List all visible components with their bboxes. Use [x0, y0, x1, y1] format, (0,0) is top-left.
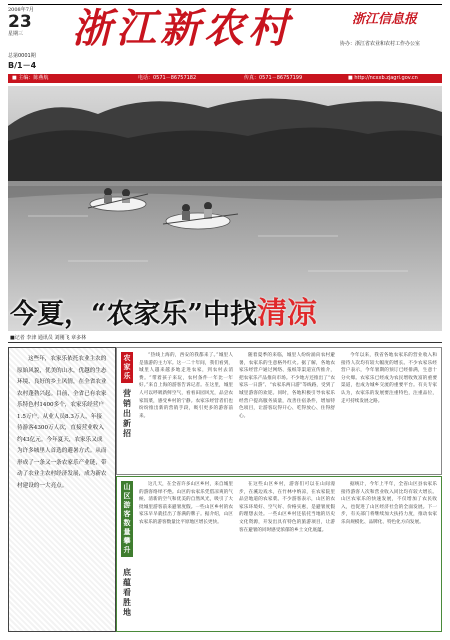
headline — [10, 288, 317, 332]
lead-paragraph-box — [8, 347, 116, 632]
section-tag: 农家乐 — [121, 352, 133, 383]
date-year-month: 2008年7月 — [8, 7, 34, 13]
editor-label: ■ 主编：陈燕航 — [12, 75, 49, 81]
article-column: 在这些山区乡村，游客们可以在山间漫步，在溪边戏水，在竹林中纳凉，在农家院里品尝地道的农家菜。不少游客表示，山区的农家乐环境好、空气好、价格实惠，是避暑度假的理想去处。一些山区乡村还依托当地的历史文化资源，开发出具有特色的旅游项目，让游客在避暑的同时感受浓郁的乡土文化底蕴。 — [239, 482, 335, 533]
byline-rule — [8, 342, 442, 343]
fax-number: 传真：0571－86757199 — [244, 75, 303, 81]
headline-prefix: 今夏，“农家乐”中找 — [10, 299, 258, 330]
date-weekday: 星期三 — [8, 31, 24, 37]
issue-number: 总第0001期 — [8, 53, 36, 59]
byline: ■记者 李津 通讯员 刘刚飞 章多林 — [10, 335, 87, 341]
article-column: 今年以来，我省各地农家乐的营业收入和接待人次均有较大幅度的增长。不少农家乐经营户表示，今年暑期的预订已经排满，生意十分火爆。农家乐已经成为农民增收致富的重要渠道，也成为城乡交流的重要平台。有关专家认为，农家乐的发展要注重特色，注重品位，走可持续发展之路。 — [341, 353, 437, 404]
article-column: 随着夏季的来临，城里人纷纷涌向农村避暑，农家乐的生意格外红火。据了解，各地农家乐经营户通过网络、报纸等渠道宣传推介，把农家乐产品推向市场。不少地方还推出了“农家乐一日游”、“农家乐两日游”等线路，受到了城里游客的欢迎。同时，各地积极引导农家乐经营户提高服务质量，改善住宿条件，增加特色项目，让游客玩得开心、吃得放心、住得舒心。 — [239, 353, 335, 419]
phone-number: 电话：0571－86757182 — [138, 75, 197, 81]
publisher-logo: 浙江信息报 — [352, 12, 418, 27]
section-tag: 山区游客数量攀升 — [121, 481, 133, 557]
article-column: 这几天，在全省许多山区乡村，来自城里的游客络绎不绝。山区的农家乐凭借凉爽的气候、清新的空气和优美的自然风光，吸引了大批城里游客前来避暑度假。一些山区乡村的农家乐早早就挂出了客满的牌子。据介绍，山区农家乐的游客数量比平原地区增长更快。 — [139, 482, 233, 525]
section-subhead: 底蕴看胜地 — [123, 567, 131, 617]
article-column: “热线上海的，西安的我都来了。”城里人是旅游的主力军。这一二十年间，我们看到，城里人越来越多地走进农家，到农村去消费。“带着孩子来玩，农村条件一年比一年好。”来自上海的游客告诉记者。在这里，城里人可以呼吸新鲜空气，看看田园风光，品尝农家饭菜，感受乡村的宁静。农家乐经营者们也纷纷推出新的营销手段，吸引更多的游客前来。 — [139, 353, 233, 419]
section-marketing — [116, 347, 442, 475]
section-mountain — [116, 476, 442, 632]
co-organizer: 协办：浙江省农业和农村工作办公室 — [340, 41, 421, 47]
section-subhead: 营销出新招 — [123, 388, 131, 438]
date-box — [8, 7, 36, 37]
newspaper-title: 浙江新农村 — [72, 5, 292, 52]
website-link[interactable]: ■ http://ncxxb.zjagri.gov.cn — [348, 75, 418, 81]
lead-paragraph: 这些年，农家乐依托农业主农的原始风貌，优美的山水，优越的生态环境、良好的乡土风情，在全省农业农村蓬勃兴起。目前，全省已有农家乐特色村1400多个，农家乐经营户1.5万户，从业人员8.3万人，年接待游客4300万人次，直接营业收入约43亿元。今年夏天，农家乐又成为许多城里人首选的避暑方式。从而形成了一条又一条农家乐产业链，带动了农业主农村经济发展，成为新农村建设的一大亮点。 — [17, 356, 107, 489]
info-bar — [8, 74, 442, 83]
edition-label: B/1－4 — [8, 61, 37, 70]
article-column: 据统计，今年上半年，全省山区县农家乐接待游客人次和营业收入同比均有较大增长。山区农家乐的快速发展，不仅增加了农民收入，也促进了山区经济社会的全面发展。下一步，有关部门将继续加大扶持力度，推动农家乐向规模化、品牌化、特色化方向发展。 — [341, 482, 437, 525]
headline-emphasis: 清凉 — [257, 296, 318, 331]
date-day: 23 — [8, 12, 32, 32]
